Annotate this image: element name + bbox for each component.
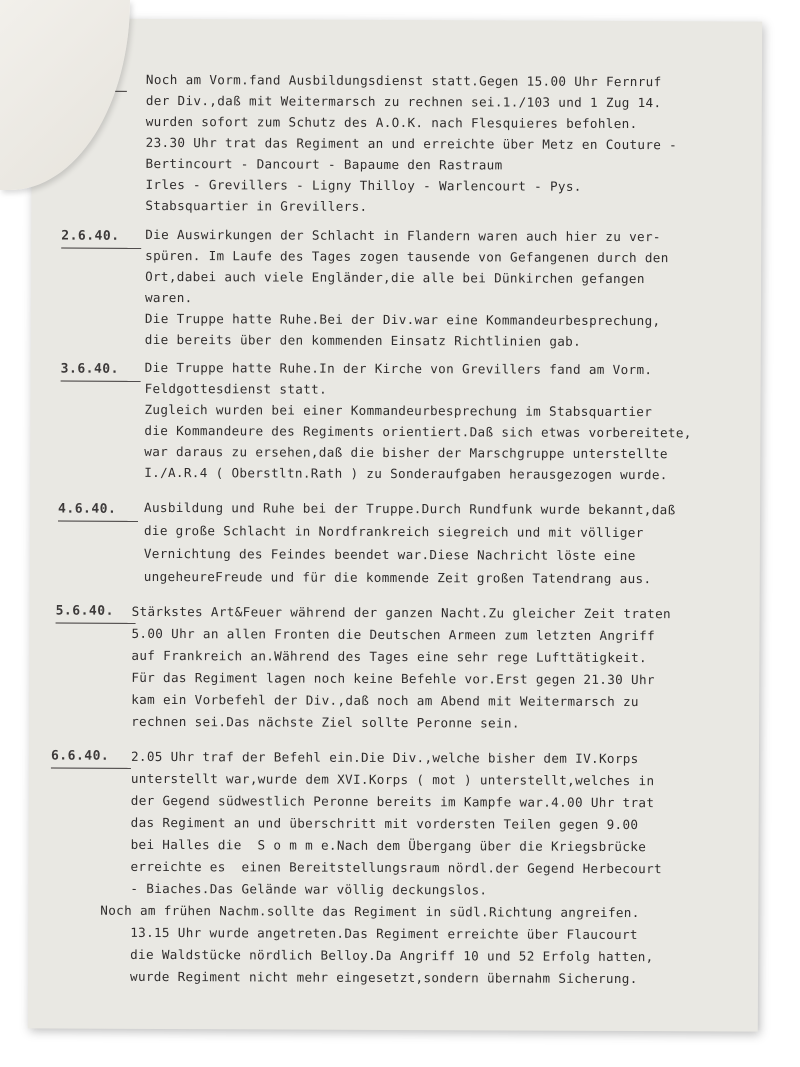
entry-line: Die Truppe hatte Ruhe.Bei der Div.war eine Kommandeurbesprechung, <box>144 310 661 329</box>
entry-line: Die Truppe hatte Ruhe.In der Kirche von Grevillers fand am Vorm. <box>144 359 653 378</box>
entry-line: 23.30 Uhr trat das Regiment an und erreichte über Metz en Couture - <box>145 134 678 153</box>
entry-line: I./A.R.4 ( Oberstltn.Rath ) zu Sonderaufgaben herausgezogen wurde. <box>144 464 668 483</box>
entry-line: kam ein Vorbefehl der Div.,daß noch am Abend mit Weitermarsch zu <box>131 691 639 710</box>
entry-line: spüren. Im Laufe des Tages zogen tausende von Gefangenen durch den <box>145 247 669 266</box>
entry-line: 13.15 Uhr wurde angetreten.Das Regiment erreichte über Flaucourt <box>130 924 638 943</box>
entry-line: die bereits über den kommenden Einsatz Richtlinien gab. <box>144 331 582 349</box>
entry-line: Zugleich wurden bei einer Kommandeurbesprechung im Stabsquartier <box>144 401 653 420</box>
entry-line: Stabsquartier in Grevillers. <box>145 197 368 214</box>
entry-line: Ausbildung und Ruhe bei der Truppe.Durch Rundfunk wurde bekannt,daß <box>144 499 676 518</box>
entry-line: auf Frankreich an.Während des Tages eine sehr rege Lufttätigkeit. <box>131 647 648 666</box>
entry-line: Noch am frühen Nachm.sollte das Regiment in südl.Richtung angreifen. <box>100 902 640 921</box>
entry-line: Noch am Vorm.fand Ausbildungsdienst statt.Gegen 15.00 Uhr Fernruf <box>145 71 662 90</box>
entry-line: wurden sofort zum Schutz des A.O.K. nach Flesquieres befohlen. <box>145 113 638 132</box>
typewritten-page <box>28 18 762 1031</box>
diary-entry <box>32 18 762 214</box>
entry-line: bei Halles die S o m m e.Nach dem Übergang über die Kriegsbrücke <box>130 836 647 855</box>
entry-line: das Regiment an und überschritt mit vordersten Teilen gegen 9.00 <box>130 814 639 833</box>
entry-line: unterstellt war,wurde dem XVI.Korps ( mot ) unterstellt,welches in <box>130 770 655 789</box>
entry-line: rechnen sei.Das nächste Ziel sollte Peronne sein. <box>131 713 520 731</box>
entry-line: waren. <box>144 289 193 306</box>
entry-date: 6.6.40. <box>51 748 131 769</box>
entry-line: Bertincourt - Dancourt - Bapaume den Rastraum <box>145 155 503 173</box>
entry-line: der Gegend südwestlich Peronne bereits im Kampfe war.4.00 Uhr trat <box>130 792 655 811</box>
entry-line: Vernichtung des Feindes beendet war.Diese Nachricht löste eine <box>143 545 636 564</box>
entry-line: die Kommandeure des Regiments orientiert.Daß sich etwas vorbereitete, <box>144 422 692 441</box>
entry-date: 4.6.40. <box>58 501 138 522</box>
entry-line: Feldgottesdienst statt. <box>144 380 328 397</box>
entry-line: die große Schlacht in Nordfrankreich siegreich und mit völliger <box>143 522 644 541</box>
entry-line: Für das Regiment lagen noch keine Befehle vor.Erst gegen 21.30 Uhr <box>131 669 655 688</box>
entry-line: 5.00 Uhr an allen Fronten die Deutschen Armeen zum letzten Angriff <box>131 625 656 644</box>
entry-date: 3.6.40. <box>61 361 141 382</box>
entry-date: 2.6.40. <box>61 228 141 249</box>
entry-line: erreichte es einen Bereitstellungsraum nördl.der Gegend Herbecourt <box>130 858 662 877</box>
entry-line: Stärkstes Art&Feuer während der ganzen Nacht.Zu gleicher Zeit traten <box>131 603 672 622</box>
entry-line: ungeheureFreude und für die kommende Zeit großen Tatendrang aus. <box>143 568 652 587</box>
entry-line: Ort,dabei auch viele Engländer,die alle bei Dünkirchen gefangen <box>145 268 645 287</box>
entry-line: war daraus zu ersehen,daß die bisher der Marschgruppe unterstellte <box>144 443 668 462</box>
entry-line: wurde Regiment nicht mehr eingesetzt,sondern übernahm Sicherung. <box>129 968 638 987</box>
entry-line: Die Auswirkungen der Schlacht in Flandern waren auch hier zu ver- <box>145 226 661 245</box>
entry-line: - Biaches.Das Gelände war völlig deckungslos. <box>130 880 488 898</box>
entry-line: Irles - Grevillers - Ligny Thilloy - Warlencourt - Pys. <box>145 176 582 194</box>
entry-line: 2.05 Uhr traf der Befehl ein.Die Div.,welche bisher dem IV.Korps <box>130 748 639 767</box>
entry-line: die Waldstücke nördlich Belloy.Da Angriff 10 und 52 Erfolg hatten, <box>130 946 654 965</box>
entry-line: der Div.,daß mit Weitermarsch zu rechnen sei.1./103 und 1 Zug 14. <box>145 92 662 111</box>
entry-date: 5.6.40. <box>56 603 136 624</box>
